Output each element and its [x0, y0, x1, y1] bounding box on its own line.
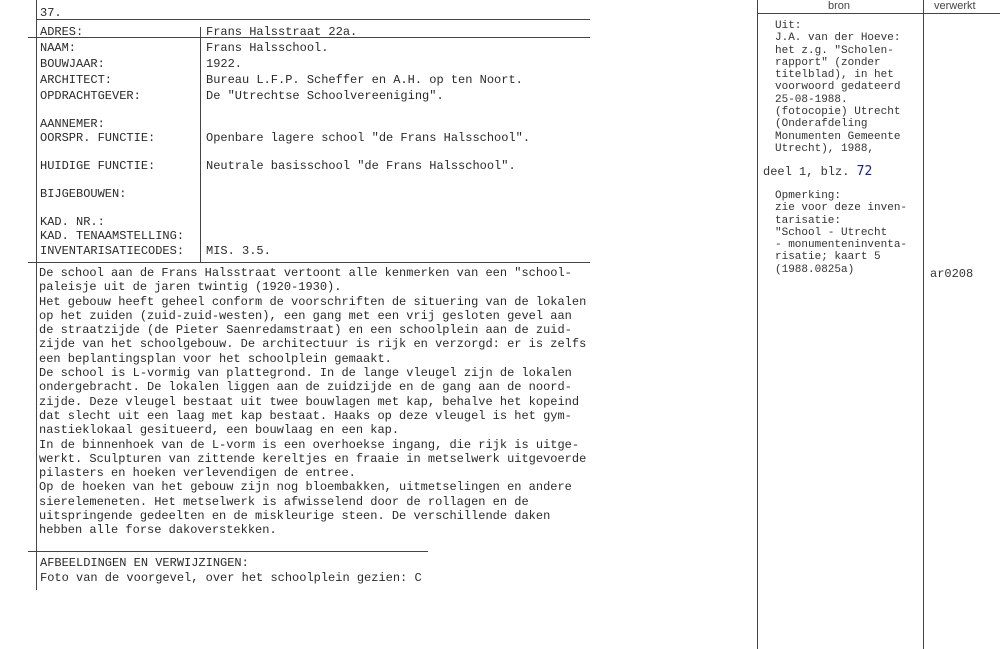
field-label: AANNEMER: — [40, 117, 105, 131]
field-value: De "Utrechtse Schoolvereeniging". — [206, 89, 444, 103]
page-ref-number: 72 — [856, 164, 873, 179]
column-header-verwerkt: verwerkt — [934, 0, 976, 12]
field-label: NAAM: — [40, 41, 77, 55]
record-number: 37. — [40, 6, 62, 20]
illustrations-heading: AFBEELDINGEN EN VERWIJZINGEN: — [40, 556, 249, 570]
side-header-rule — [757, 13, 1000, 14]
field-value: MIS. 3.5. — [206, 244, 271, 258]
field-label: BOUWJAAR: — [40, 57, 105, 71]
field-label: BIJGEBOUWEN: — [40, 187, 127, 201]
field-value: 1922. — [206, 57, 243, 71]
field-label: OPDRACHTGEVER: — [40, 89, 141, 103]
description-text: De school aan de Frans Halsstraat vertoont alle kenmerken van een "school- paleisje uit de jaren twintig (1920-1930). Het gebouw heeft geheel conform de voorschriften de situering van de lokalen op het zuiden (zuid-zuid-westen), een gang met een vrij gesloten gevel aan de straatzijde (de Pieter Saenredamstraat) en een schoolplein aan de zuid- zijde van het schoolgebouw. De architectuur is rijk en verzorgd: er is zelfs een beplantingsplan voor het schoolplein gemaakt. De school is L-vormig van plattegrond. In de lange vleugel zijn de lokalen ondergebracht. De lokalen liggen aan de zuidzijde en de gang aan de noord- zijde. Deze vleugel bestaat uit twee bouwlagen met kap, behalve het kopeind dat slecht uit een laag met kap bestaat. Haaks op deze vleugel is het gym- nastieklokaal gesitueerd, een bouwlaag en een kap. In de binnenhoek van de L-vorm is een overhoekse ingang, die rijk is uitge- werkt. Sculpturen van zittende kereltjes en fraaie in metselwerk uitgevoerde pilasters en hoeken verlevendigen de entree. Op de hoeken van het gebouw zijn nog bloembakken, uitmetselingen en andere sierelemeneten. Het metselwerk is afwisselend door de rollagen en de uitspringende gedeelten en de miskleurige steen. De verschillende daken hebben alle forse dakoverstekken. — [39, 266, 587, 538]
field-label: KAD. NR.: — [40, 215, 105, 229]
field-value: Frans Halsschool. — [206, 41, 329, 55]
field-label: ARCHITECT: — [40, 73, 113, 87]
column-divider — [200, 27, 201, 263]
side-divider — [923, 0, 924, 649]
field-value: Neutrale basisschool "de Frans Halsschool". — [206, 159, 516, 173]
left-margin-line — [36, 0, 37, 590]
field-label: KAD. TENAAMSTELLING: — [40, 229, 185, 243]
processed-code: ar0208 — [930, 267, 974, 281]
page-reference — [763, 166, 872, 178]
field-label: INVENTARISATIECODES: — [40, 244, 185, 258]
field-label: OORSPR. FUNCTIE: — [40, 131, 156, 145]
field-label: ADRES: — [40, 25, 84, 39]
illustrations-text: Foto van de voorgevel, over het schoolplein gezien: C — [40, 571, 422, 585]
column-header-bron: bron — [828, 0, 851, 12]
field-value: Openbare lagere school "de Frans Halsschool". — [206, 131, 531, 145]
field-label: HUIDIGE FUNCTIE: — [40, 159, 156, 173]
rule-description — [28, 262, 590, 263]
side-left-line — [757, 0, 758, 649]
remark-text: Opmerking: zie voor deze inven- tarisatie: "School - Utrecht - monumenteninventa- risatie; kaart 5 (1988.0825a) — [775, 190, 908, 276]
field-value: Frans Halsstraat 22a. — [206, 25, 358, 39]
field-value: Bureau L.F.P. Scheffer en A.H. op ten Noort. — [206, 73, 523, 87]
page-ref-prefix: deel 1, blz. — [763, 165, 850, 179]
source-text: Uit: J.A. van der Hoeve: het z.g. "Scholen- rapport" (zonder titelblad), in het voorwoord gedateerd 25-08-1988. (fotocopie) Utrecht (Onderafdeling Monumenten Gemeente Utrecht), 1988, — [775, 20, 901, 155]
rule-illustrations — [28, 551, 428, 552]
rule-top — [36, 19, 590, 20]
